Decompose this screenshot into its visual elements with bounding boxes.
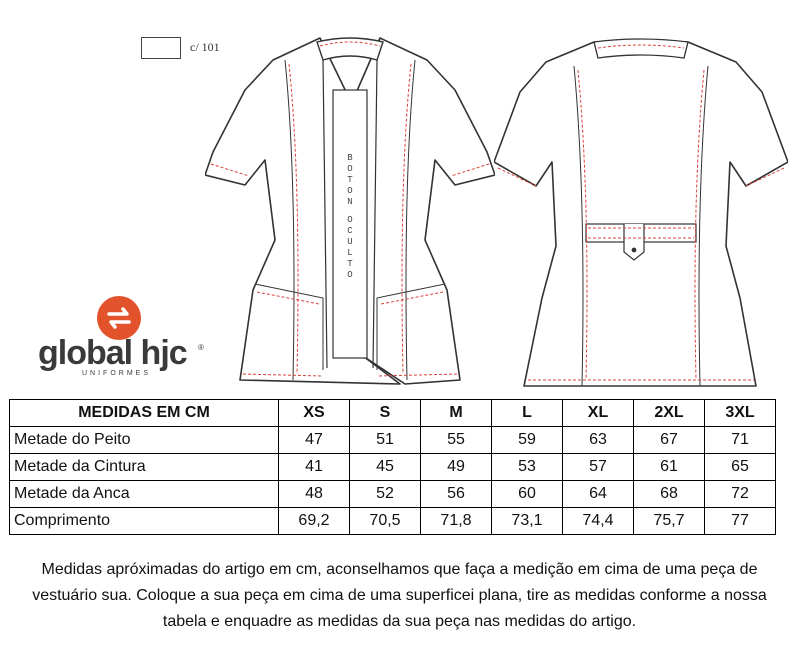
svg-text:C: C bbox=[347, 226, 353, 236]
svg-text:N: N bbox=[347, 197, 353, 207]
table-cell: 61 bbox=[634, 454, 705, 481]
table-cell: 63 bbox=[563, 427, 634, 454]
svg-text:O: O bbox=[347, 164, 353, 174]
table-cell: 53 bbox=[492, 454, 563, 481]
size-header: XS bbox=[279, 400, 350, 427]
table-cell: 48 bbox=[279, 481, 350, 508]
table-cell: 45 bbox=[350, 454, 421, 481]
table-cell: 47 bbox=[279, 427, 350, 454]
table-cell: 77 bbox=[705, 508, 776, 535]
table-header-label: MEDIDAS EM CM bbox=[10, 400, 279, 427]
size-header: M bbox=[421, 400, 492, 427]
table-row bbox=[10, 427, 776, 454]
table-cell: 72 bbox=[705, 481, 776, 508]
size-header: L bbox=[492, 400, 563, 427]
table-cell: 69,2 bbox=[279, 508, 350, 535]
row-label: Metade da Anca bbox=[10, 481, 279, 508]
table-cell: 64 bbox=[563, 481, 634, 508]
back-view-drawing bbox=[494, 36, 788, 392]
table-row bbox=[10, 508, 776, 535]
measurement-note: Medidas apróximadas do artigo em cm, aconselhamos que faça a medição em cima de uma peça de vestuário sua. Coloque a sua peça em cima de uma superficei plana, tire as medidas conforme a nossa tabela e enquadre as medidas da sua peça nas medidas do artigo. bbox=[32, 561, 767, 630]
table-cell: 60 bbox=[492, 481, 563, 508]
table-cell: 68 bbox=[634, 481, 705, 508]
table-row bbox=[10, 481, 776, 508]
article-code: c/ 101 bbox=[190, 40, 220, 54]
row-label: Metade do Peito bbox=[10, 427, 279, 454]
color-swatch bbox=[141, 37, 181, 59]
svg-text:T: T bbox=[347, 259, 353, 269]
svg-text:B: B bbox=[347, 153, 353, 163]
svg-text:O: O bbox=[347, 186, 353, 196]
table-cell: 65 bbox=[705, 454, 776, 481]
table-row bbox=[10, 454, 776, 481]
brand-subtitle: UNIFORMES bbox=[82, 370, 151, 377]
brand-name: global hjc bbox=[38, 334, 187, 372]
size-table bbox=[9, 399, 776, 535]
table-cell: 71,8 bbox=[421, 508, 492, 535]
table-header-row bbox=[10, 400, 776, 427]
svg-text:U: U bbox=[347, 237, 353, 247]
table-cell: 75,7 bbox=[634, 508, 705, 535]
hidden-button-label bbox=[347, 153, 353, 280]
table-cell: 67 bbox=[634, 427, 705, 454]
size-header: 2XL bbox=[634, 400, 705, 427]
svg-text:T: T bbox=[347, 175, 353, 185]
collar bbox=[317, 38, 383, 60]
row-label: Metade da Cintura bbox=[10, 454, 279, 481]
front-view-drawing bbox=[205, 30, 495, 390]
table-cell: 51 bbox=[350, 427, 421, 454]
table-cell: 52 bbox=[350, 481, 421, 508]
svg-text:O: O bbox=[347, 215, 353, 225]
table-cell: 49 bbox=[421, 454, 492, 481]
table-cell: 59 bbox=[492, 427, 563, 454]
size-header: XL bbox=[563, 400, 634, 427]
row-label: Comprimento bbox=[10, 508, 279, 535]
table-cell: 56 bbox=[421, 481, 492, 508]
table-cell: 57 bbox=[563, 454, 634, 481]
size-header: S bbox=[350, 400, 421, 427]
table-cell: 74,4 bbox=[563, 508, 634, 535]
size-header: 3XL bbox=[705, 400, 776, 427]
svg-text:O: O bbox=[347, 270, 353, 280]
table-cell: 71 bbox=[705, 427, 776, 454]
table-cell: 70,5 bbox=[350, 508, 421, 535]
table-cell: 41 bbox=[279, 454, 350, 481]
svg-text:L: L bbox=[347, 248, 353, 258]
table-cell: 73,1 bbox=[492, 508, 563, 535]
registered-mark: ® bbox=[198, 343, 204, 352]
table-cell: 55 bbox=[421, 427, 492, 454]
